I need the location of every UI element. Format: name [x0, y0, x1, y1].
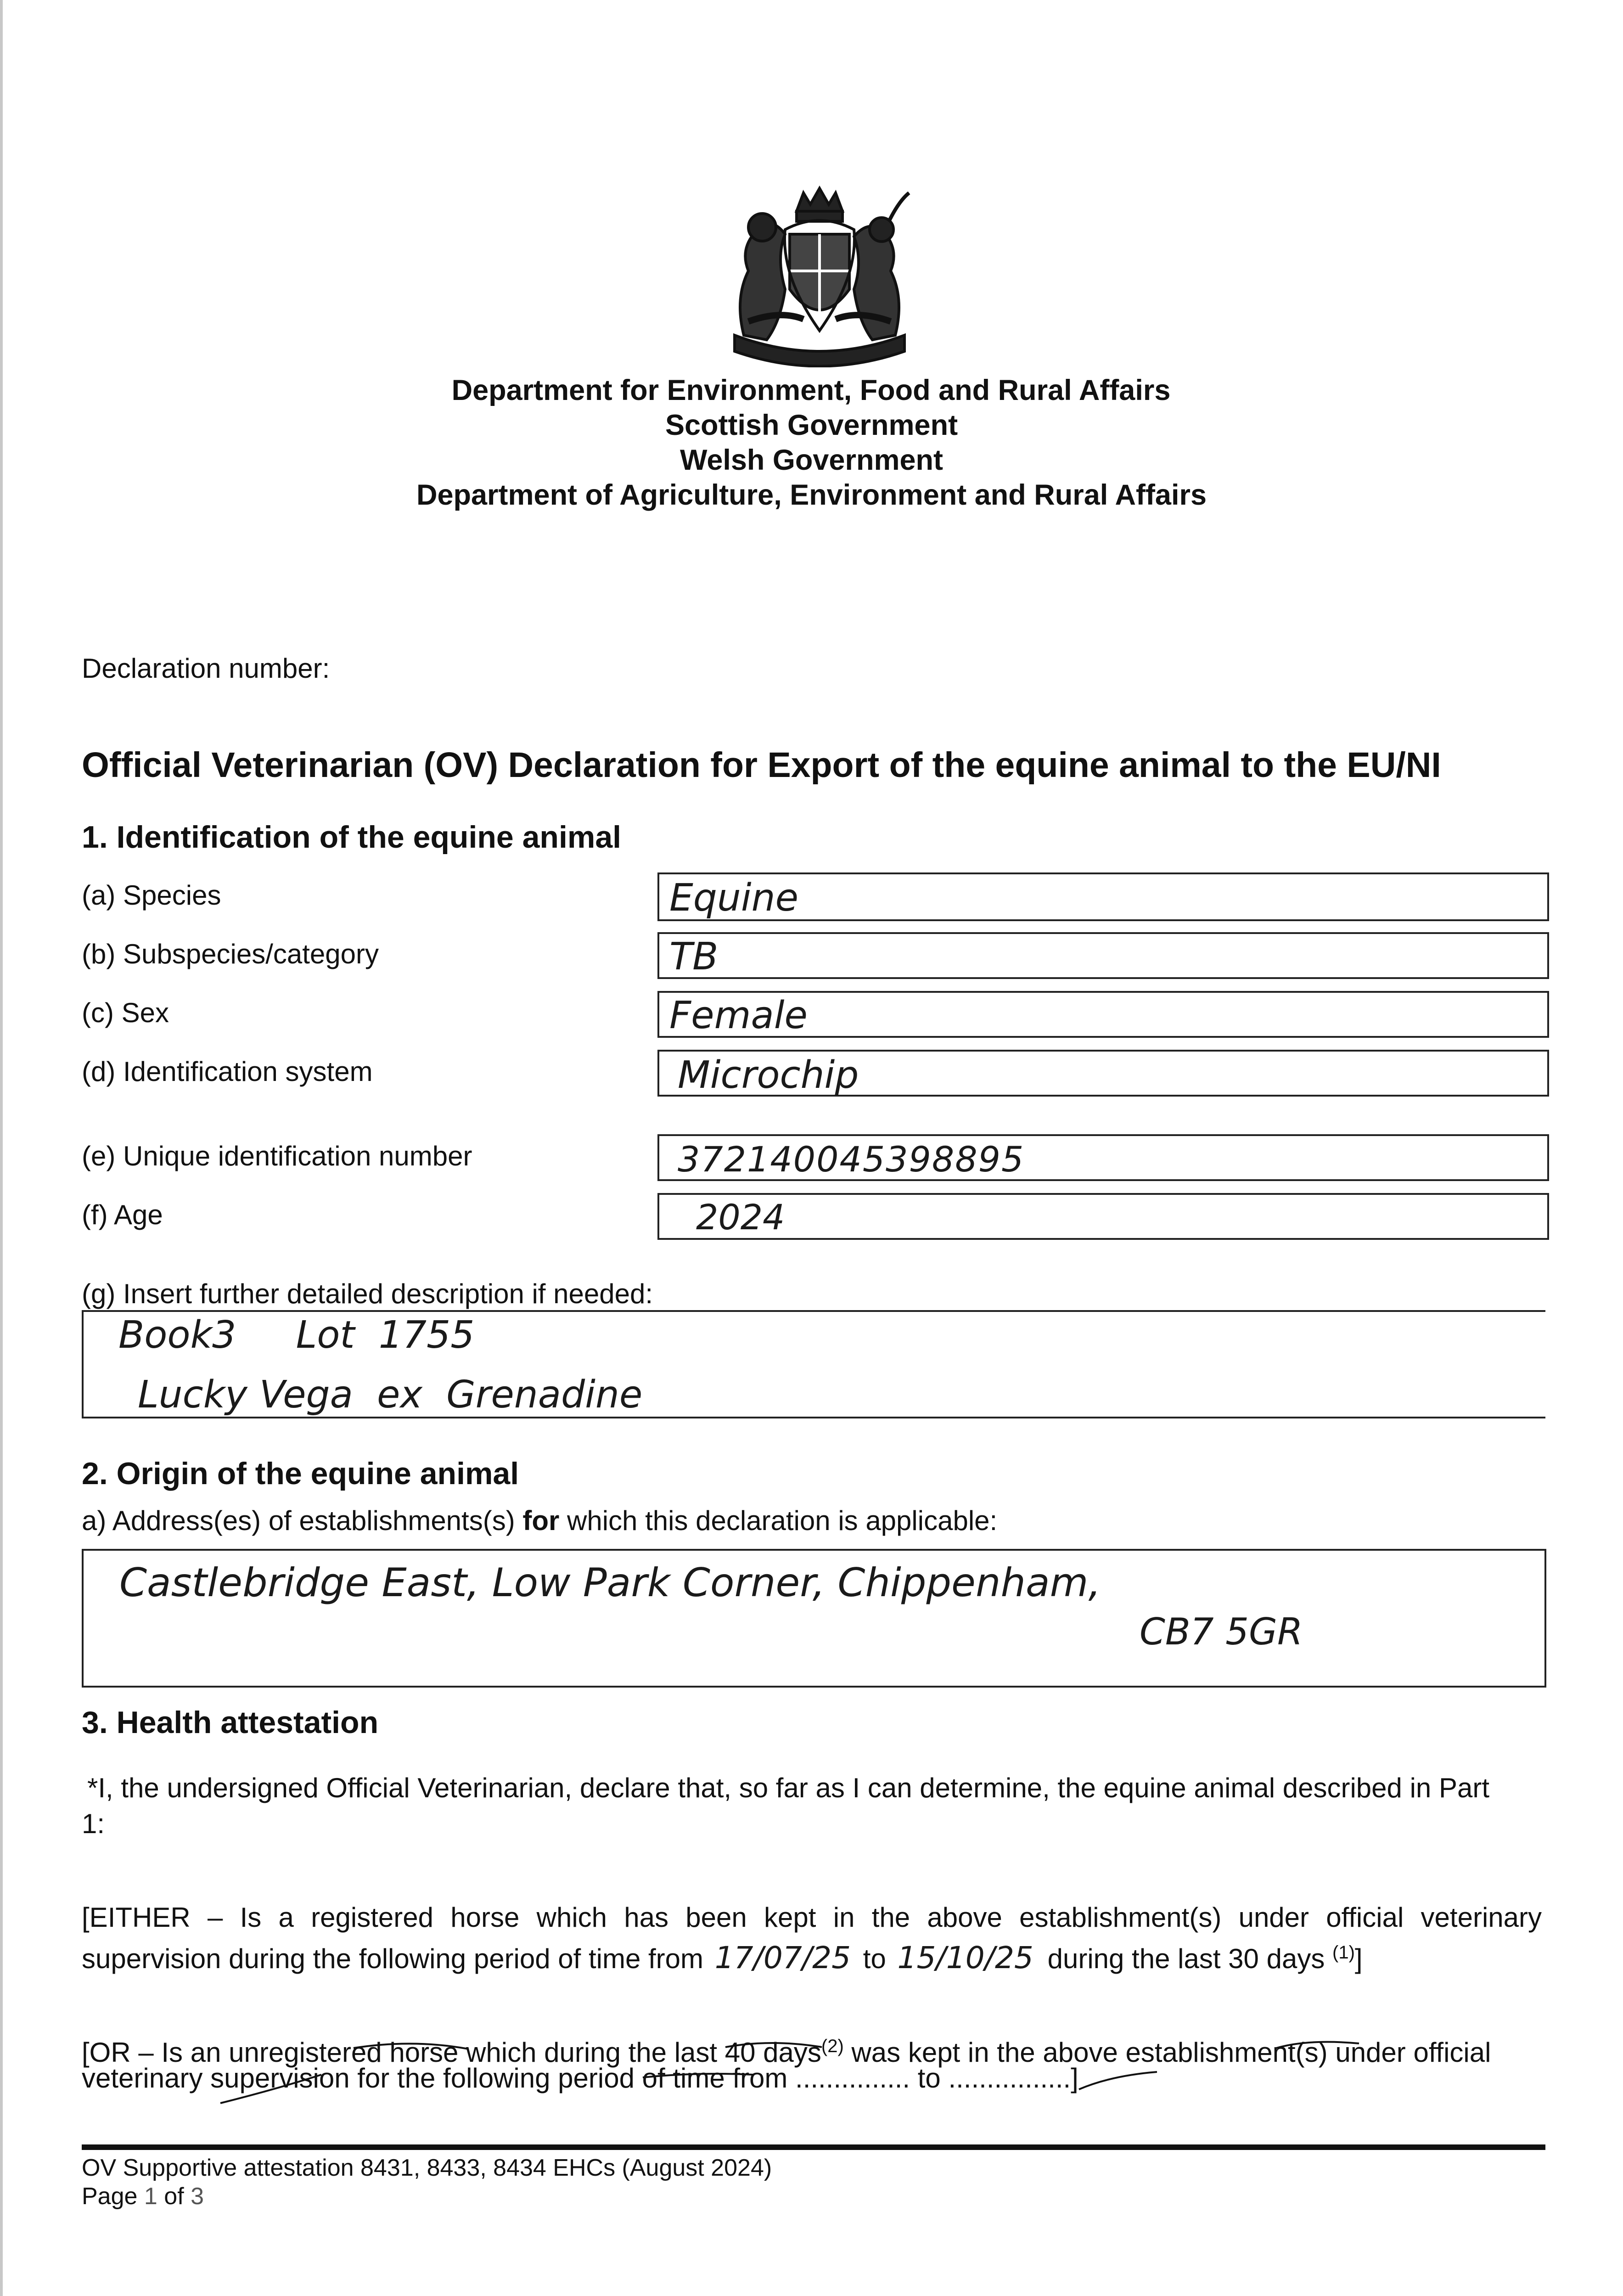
address-label-bold: for: [522, 1505, 560, 1536]
age-value: 2024: [696, 1197, 785, 1238]
attestation-intro-1: *I, the undersigned Official Veterinarian, declare that, so far as I can determine, the equine animal described in Part: [87, 1773, 1489, 1803]
royal-coat-of-arms-icon: [716, 184, 923, 367]
address-line-1: Castlebridge East, Low Park Corner, Chippenham,: [119, 1560, 1101, 1606]
description-line-1: Book3 Lot 1755: [118, 1313, 475, 1357]
declaration-number-label: Declaration number:: [82, 653, 330, 684]
either-last-30-days: during the last 30 days: [1047, 1943, 1325, 1974]
dept-daera: Department of Agriculture, Environment and Rural Affairs: [416, 479, 1207, 511]
either-to-word: to: [863, 1943, 886, 1974]
address-line-2: CB7 5GR: [1140, 1610, 1303, 1653]
footer-attestation: OV Supportive attestation 8431, 8433, 8434 EHCs (August 2024): [82, 2155, 772, 2181]
id-system-label: (d) Identification system: [82, 1056, 373, 1087]
either-clause-line1: [EITHER – Is a registered horse which has been kept in the above establishment(s) under official veterinary: [82, 1902, 1542, 1933]
uid-field: [657, 1134, 1549, 1181]
subspecies-label: (b) Subspecies/category: [82, 939, 379, 969]
of-label: of: [164, 2183, 184, 2210]
id-system-field: [657, 1050, 1549, 1097]
description-top-rule: [82, 1310, 1545, 1312]
description-label: (g) Insert further detailed description if needed:: [82, 1278, 653, 1309]
subspecies-value: TB: [669, 935, 719, 979]
uid-value: 372140045398895: [678, 1139, 1025, 1180]
species-label: (a) Species: [82, 880, 221, 911]
description-left-rule: [82, 1310, 84, 1418]
dept-scottish-government: Scottish Government: [665, 409, 958, 441]
id-system-value: Microchip: [678, 1053, 859, 1097]
dept-welsh-government: Welsh Government: [680, 444, 943, 476]
section1-heading: 1. Identification of the equine animal: [82, 820, 622, 855]
section2-heading: 2. Origin of the equine animal: [82, 1456, 519, 1491]
address-label: [82, 1504, 997, 1537]
page-number: 1: [144, 2183, 157, 2210]
species-field: [657, 872, 1549, 921]
subspecies-field: [657, 932, 1549, 979]
either-period-text: supervision during the following period of time from: [82, 1943, 704, 1974]
either-clause-line2: [82, 1936, 1363, 1975]
sex-label: (c) Sex: [82, 997, 169, 1028]
uid-label: (e) Unique identification number: [82, 1141, 472, 1171]
either-to-date: 15/10/25: [897, 1940, 1033, 1975]
either-from-date: 17/07/25: [714, 1940, 851, 1975]
either-footnote-ref: (1): [1332, 1942, 1355, 1963]
or-clause-text: [OR – Is an unregistered horse which during the last 40 days: [82, 2037, 821, 2068]
age-label: (f) Age: [82, 1199, 163, 1230]
species-value: Equine: [669, 876, 799, 920]
sex-value: Female: [669, 994, 808, 1037]
description-line-2: Lucky Vega ex Grenadine: [138, 1373, 643, 1417]
or-clause-text-post: was kept in the above establishment(s) under official: [843, 2037, 1491, 2068]
attestation-intro-2: 1:: [82, 1808, 105, 1839]
address-label-post: which this declaration is applicable:: [559, 1505, 998, 1536]
footer-page: [82, 2182, 204, 2211]
dept-defra: Department for Environment, Food and Rural Affairs: [451, 374, 1171, 406]
address-box: [82, 1549, 1546, 1688]
or-clause-line2: veterinary supervision for the following period of time from ............... to ................]: [82, 2063, 1078, 2093]
or-footnote-ref: (2): [821, 2036, 844, 2056]
document-title: Official Veterinarian (OV) Declaration for Export of the equine animal to the EU/NI: [82, 745, 1441, 785]
description-bottom-rule: [82, 1417, 1545, 1418]
section3-heading: 3. Health attestation: [82, 1705, 379, 1740]
address-label-pre: a) Address(es) of establishments(s): [82, 1505, 523, 1536]
scan-edge: [0, 0, 3, 2296]
strike-marks: [0, 2020, 1623, 2112]
page-total: 3: [191, 2183, 204, 2210]
age-field: [657, 1193, 1549, 1240]
footer-rule: [82, 2144, 1545, 2150]
sex-field: [657, 991, 1549, 1038]
either-close-bracket: ]: [1354, 1943, 1363, 1974]
page-label: Page: [82, 2183, 138, 2210]
